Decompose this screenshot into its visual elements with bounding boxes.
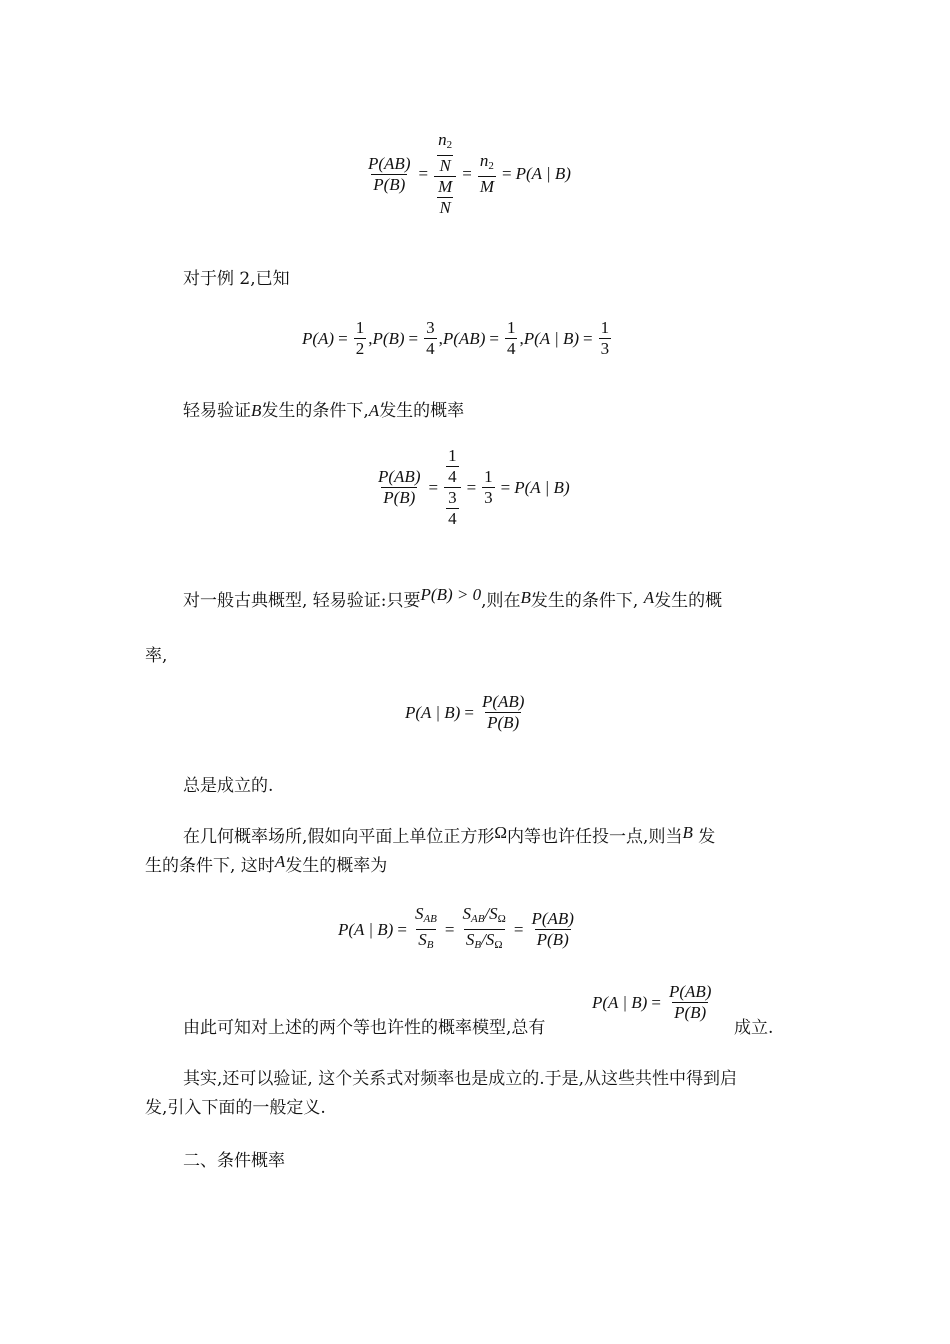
text: 对一般古典概型, 轻易验证:只要	[183, 591, 421, 611]
fraction-normalized-areas	[460, 904, 507, 955]
symbol: M	[479, 177, 495, 196]
symbol: S	[418, 930, 427, 949]
fraction-pab-over-pb	[667, 982, 713, 1023]
formula-geometric-area-ratio: P(A | B) = $\frac{S_{AB}}{S_B}$ = $\frac{S_{AB}/S_\Omega}{S_B/S_\Omega}$ = $\frac{P(AB)}{P(B)}$	[338, 904, 578, 955]
text: 发生的概率	[379, 401, 465, 421]
subscript: Ω	[494, 939, 503, 951]
subscript: Ω	[497, 913, 506, 925]
symbol: /S	[481, 930, 495, 949]
fraction-pab-over-pb	[376, 467, 422, 508]
conditional-probability: P(A | B)	[515, 164, 571, 183]
section-heading-conditional-probability: 二、条件概率	[183, 1151, 285, 1171]
numerator: 1	[355, 318, 365, 337]
conditional-probability: P(A | B)	[338, 919, 394, 939]
variable-b: B	[251, 401, 262, 420]
symbol: P(AB)	[442, 328, 486, 348]
compound-fraction	[444, 446, 461, 529]
paragraph-general-line1	[183, 585, 723, 612]
fraction	[482, 467, 495, 508]
numerator: P(AB)	[378, 467, 421, 486]
denominator: P(B)	[674, 1003, 707, 1022]
numerator: P(AB)	[368, 153, 411, 173]
numerator: P(AB)	[668, 982, 712, 1001]
symbol: n	[479, 151, 489, 170]
denominator: 4	[448, 467, 457, 486]
conditional-probability: P(A | B)	[592, 992, 648, 1012]
subscript: 2	[488, 160, 494, 172]
fraction	[424, 318, 437, 359]
symbol: S	[462, 904, 471, 923]
paragraph-example-2: 对于例 2,已知	[183, 269, 290, 289]
denominator: 3	[600, 339, 610, 358]
fraction	[599, 318, 612, 359]
numerator: 1	[506, 318, 516, 337]
paragraph-general-line2: 率,	[145, 646, 168, 666]
paragraph-actually-line2: 发,引入下面的一般定义.	[145, 1098, 326, 1118]
variable-a: A	[643, 588, 655, 607]
formula-known-values: P(A) = $\frac{1}{2}$ , P(B) = $\frac{3}{4}$ , P(AB) = $\frac{1}{4}$ , P(A | B) = $\frac{1}{3}$	[302, 318, 610, 358]
symbol: P(B)	[372, 328, 405, 348]
text: 发生的概率为	[285, 856, 388, 876]
fraction-pab-over-pb	[529, 909, 575, 950]
text: ,则在	[481, 591, 521, 611]
denominator: P(B)	[536, 930, 569, 949]
symbol: S	[465, 930, 475, 949]
numerator: 3	[426, 318, 435, 337]
subscript: B	[474, 939, 482, 951]
text: 发生的条件下,	[261, 401, 369, 421]
symbol: /S	[484, 904, 498, 923]
subscript: AB	[470, 913, 485, 925]
symbol: M	[438, 177, 453, 196]
subscript: AB	[423, 913, 437, 925]
text: 发	[698, 827, 716, 847]
numerator: 1	[600, 318, 610, 337]
text: 发生的条件下,	[530, 591, 639, 611]
variable-a: A	[368, 401, 380, 420]
text: 内等也许任投一点,则当	[507, 827, 683, 847]
conditional-probability: P(A | B)	[514, 477, 570, 497]
paragraph-always-holds: 总是成立的.	[183, 776, 274, 796]
denominator: 2	[355, 339, 365, 358]
fraction-pab-over-pb	[480, 692, 526, 733]
denominator: P(B)	[383, 488, 416, 507]
compound-fraction	[434, 130, 456, 218]
formula-ratio-counts: $\frac{P(AB)}{P(B)}$ = $\frac{\frac{n_2}{N}}{\frac{M}{N}}$ = $\frac{n_2}{M}$ = P(A | B)	[368, 130, 571, 217]
text: 发生的概	[654, 591, 723, 611]
paragraph-hence-end: 成立.	[734, 1018, 774, 1038]
paragraph-geometric-line2	[145, 852, 388, 877]
fraction	[354, 318, 367, 359]
numerator: 1	[484, 467, 493, 486]
condition-pb-positive: P(B) > 0	[420, 585, 482, 604]
symbol: P(A | B)	[523, 328, 580, 348]
symbol: N	[439, 198, 451, 217]
numerator: 3	[448, 488, 457, 507]
formula-example-verification: $\frac{P(AB)}{P(B)}$ = $\frac{\frac{1}{4}}{\frac{3}{4}}$ = $\frac{1}{3}$ = P(A | B)	[378, 446, 570, 528]
denominator: P(B)	[373, 174, 406, 194]
text: 在几何概率场所,假如向平面上单位正方形	[183, 827, 495, 847]
symbol: P(A)	[302, 328, 335, 348]
subscript: 2	[446, 139, 453, 151]
variable-a: A	[274, 852, 286, 871]
omega-symbol: Ω	[494, 823, 508, 842]
denominator: 3	[484, 488, 493, 507]
symbol: n	[438, 130, 447, 149]
fraction-sab-over-sb	[413, 904, 439, 955]
paragraph-geometric-line1	[183, 823, 716, 848]
text: 生的条件下, 这时	[145, 856, 275, 876]
fraction	[505, 318, 518, 359]
numerator: P(AB)	[531, 909, 574, 928]
variable-b: B	[520, 588, 531, 607]
symbol: N	[439, 156, 451, 175]
fraction-pab-over-pb	[366, 154, 412, 195]
subscript: B	[426, 939, 434, 951]
denominator: 4	[506, 339, 516, 358]
paragraph-hence: 由此可知对上述的两个等也许性的概率模型,总有	[183, 1018, 546, 1038]
formula-inline-conditional: P(A | B) = $\frac{P(AB)}{P(B)}$	[592, 982, 712, 1022]
variable-b: B	[682, 823, 693, 842]
denominator: 4	[448, 509, 457, 528]
conditional-probability: P(A | B)	[405, 702, 461, 722]
fraction-n2-over-m	[478, 151, 496, 197]
numerator: P(AB)	[481, 692, 525, 711]
paragraph-verify	[183, 400, 464, 422]
denominator: P(B)	[487, 713, 520, 732]
formula-conditional-definition: P(A | B) = $\frac{P(AB)}{P(B)}$	[405, 692, 525, 732]
text: 轻易验证	[183, 401, 251, 421]
numerator: 1	[448, 446, 457, 465]
symbol: S	[414, 904, 424, 923]
paragraph-actually-line1: 其实,还可以验证, 这个关系式对频率也是成立的.于是,从这些共性中得到启	[183, 1069, 738, 1089]
denominator: 4	[426, 339, 435, 358]
